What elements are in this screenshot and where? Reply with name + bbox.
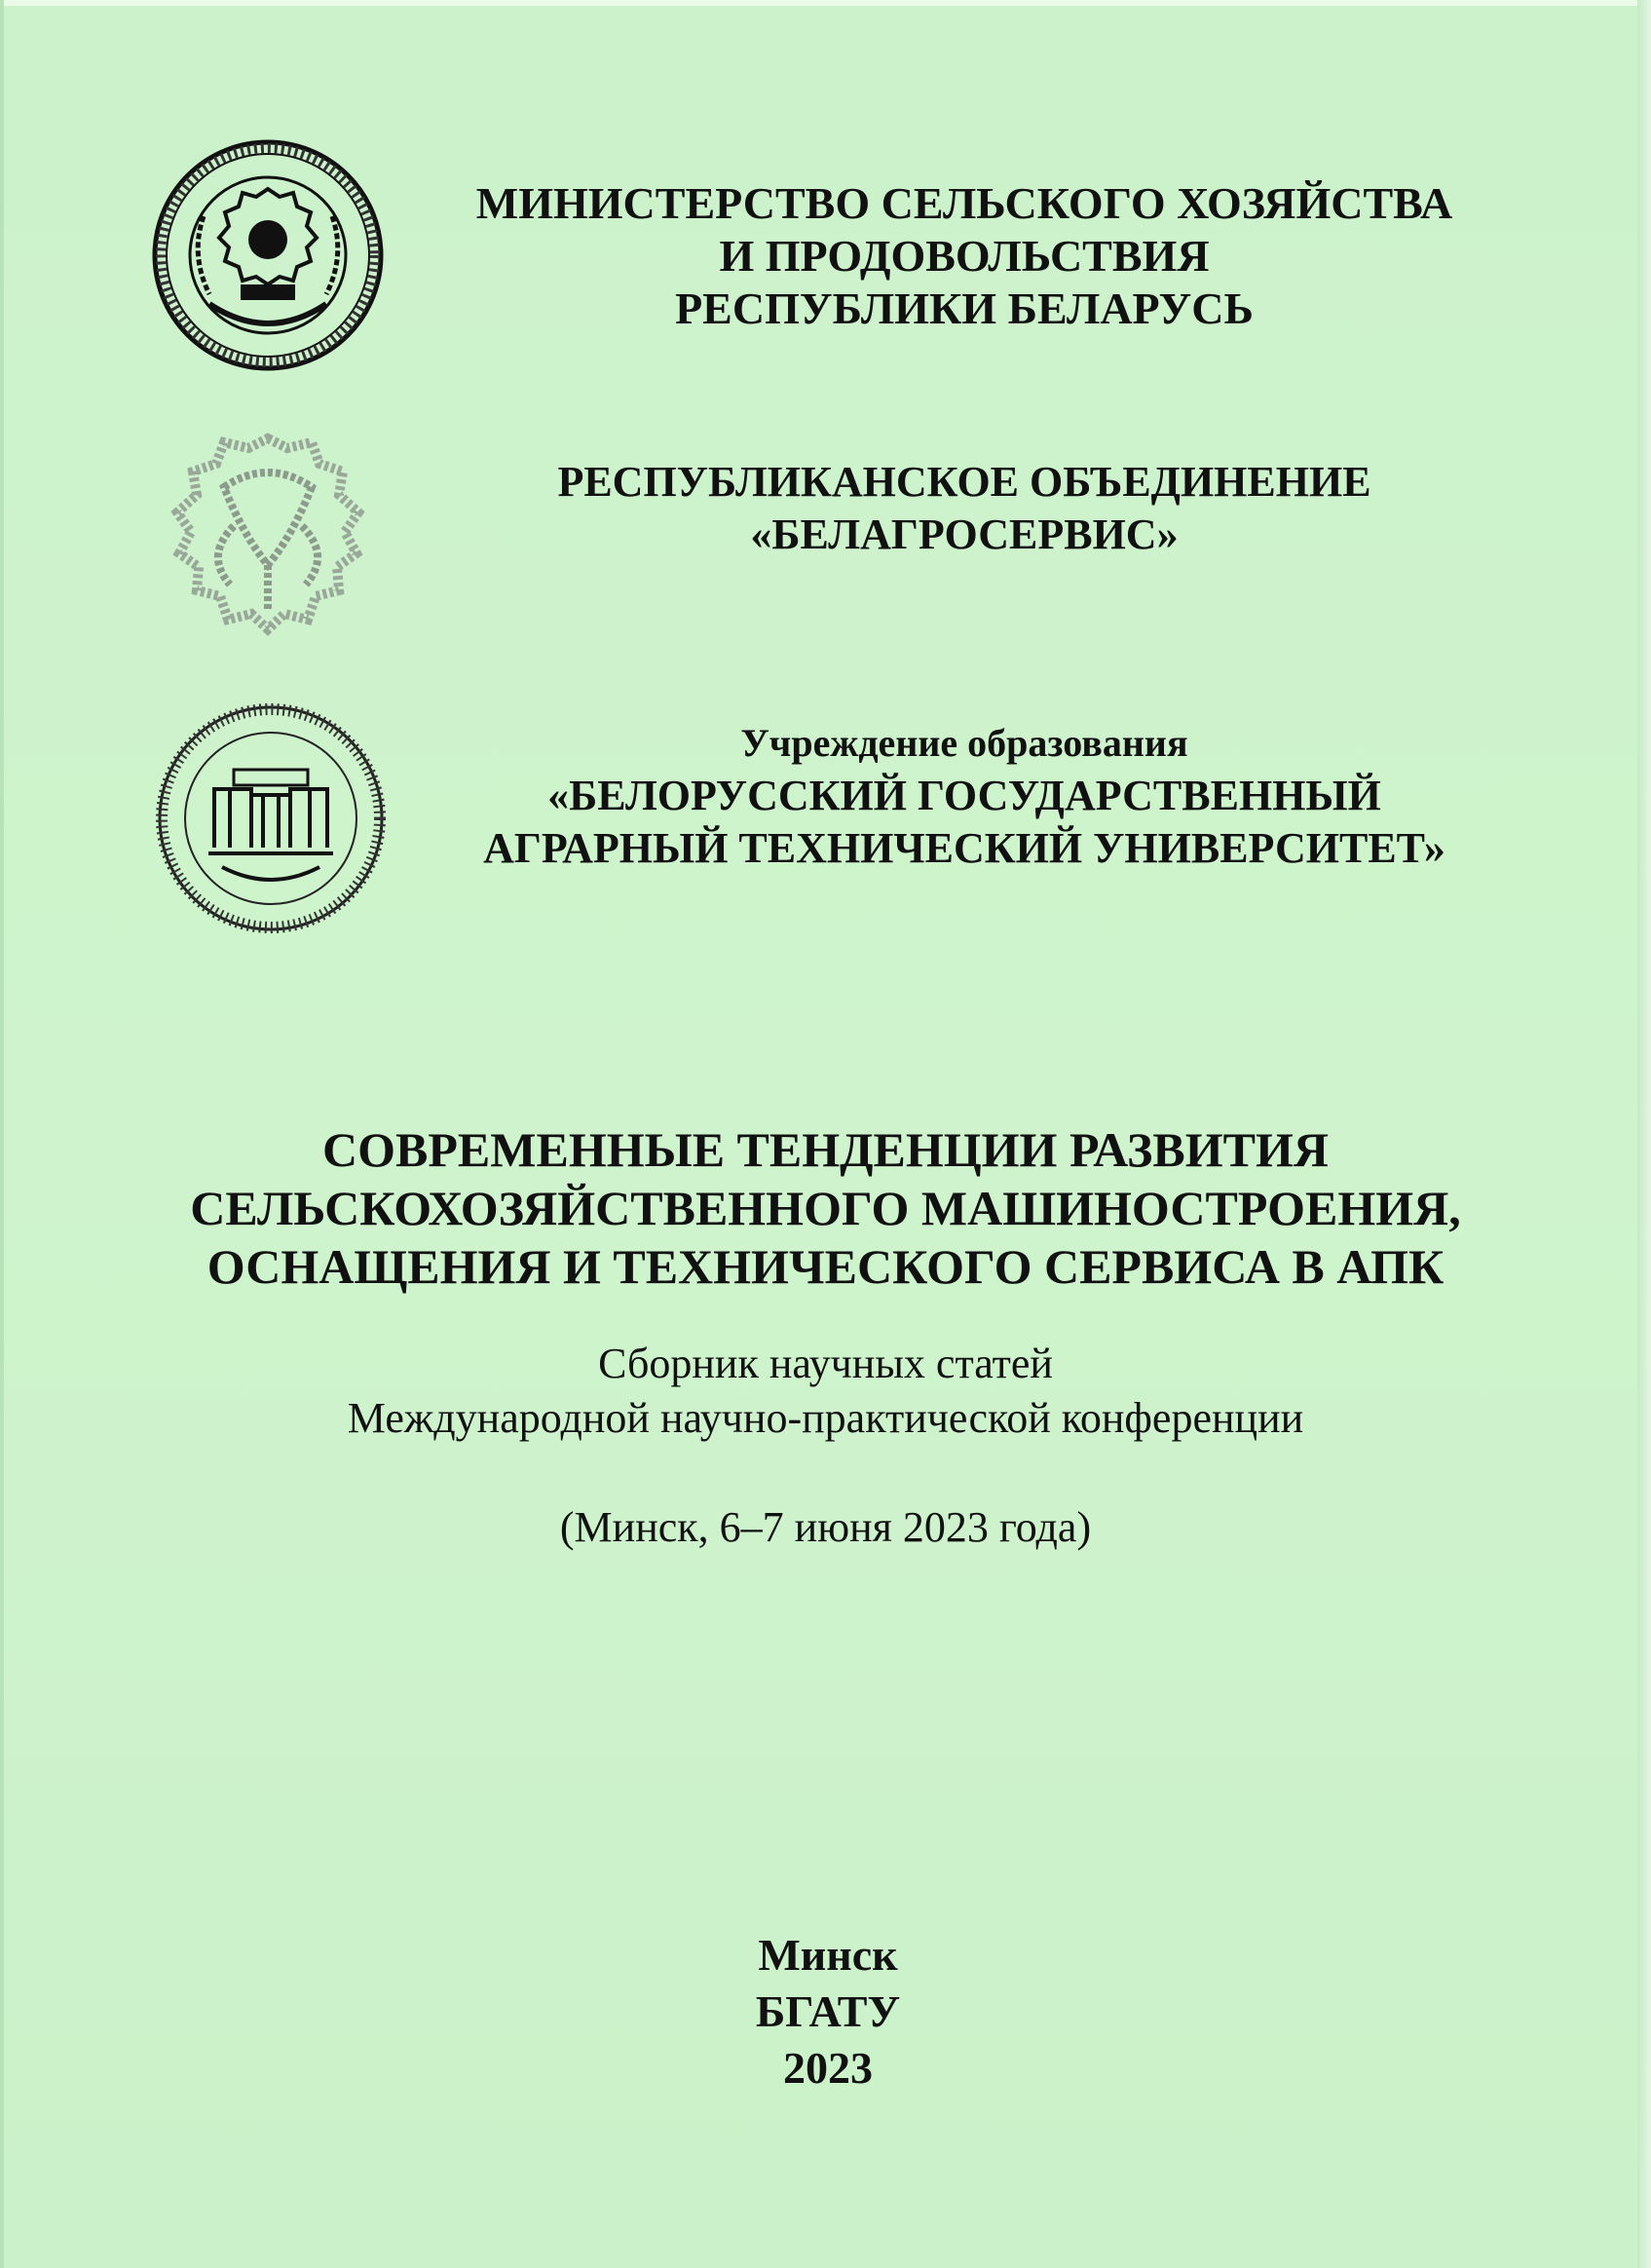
book-title-line-3: ОСНАЩЕНИЯ И ТЕХНИЧЕСКОГО СЕРВИСА В АПК bbox=[206, 1239, 1445, 1294]
book-subtitle-line-1: Сборник научных статей bbox=[598, 1340, 1053, 1387]
imprint-city: Минск bbox=[758, 1930, 898, 1980]
imprint-publisher: БГАТУ bbox=[755, 1986, 901, 2036]
ministry-name-line-3: РЕСПУБЛИКИ БЕЛАРУСЬ bbox=[675, 284, 1254, 333]
book-subtitle bbox=[117, 1337, 1534, 1446]
belagroservis-logo-icon bbox=[146, 419, 390, 653]
belagroservis-name bbox=[458, 456, 1471, 561]
book-subtitle-line-2: Международной научно-практической конференции bbox=[347, 1394, 1304, 1442]
university-name-line-3: АГРАРНЫЙ ТЕХНИЧЕСКИЙ УНИВЕРСИТЕТ» bbox=[483, 824, 1445, 872]
university-name-line-1: Учреждение образования bbox=[740, 721, 1188, 765]
ministry-name-line-2: И ПРОДОВОЛЬСТВИЯ bbox=[719, 231, 1210, 281]
bgatu-emblem-icon bbox=[154, 701, 388, 935]
book-title-line-2: СЕЛЬСКОХОЗЯЙСТВЕННОГО МАШИНОСТРОЕНИЯ, bbox=[190, 1181, 1461, 1235]
ministry-name bbox=[409, 177, 1520, 335]
imprint bbox=[604, 1927, 1052, 2097]
university-name bbox=[409, 717, 1520, 875]
book-title-line-1: СОВРЕМЕННЫЕ ТЕНДЕНЦИИ РАЗВИТИЯ bbox=[322, 1122, 1329, 1177]
imprint-year: 2023 bbox=[783, 2043, 873, 2093]
page-edge-left bbox=[0, 0, 4, 2268]
conference-dates-text: (Минск, 6–7 июня 2023 года) bbox=[559, 1503, 1092, 1551]
book-title bbox=[117, 1120, 1534, 1296]
conference-dates bbox=[117, 1500, 1534, 1555]
ministry-emblem-icon bbox=[151, 138, 385, 372]
page-edge-top bbox=[0, 0, 1651, 6]
belagroservis-name-line-2: «БЕЛАГРОСЕРВИС» bbox=[750, 510, 1179, 558]
university-name-line-2: «БЕЛОРУССКИЙ ГОСУДАРСТВЕННЫЙ bbox=[547, 772, 1381, 819]
belagroservis-name-line-1: РЕСПУБЛИКАНСКОЕ ОБЪЕДИНЕНИЕ bbox=[557, 458, 1371, 506]
ministry-name-line-1: МИНИСТЕРСТВО СЕЛЬСКОГО ХОЗЯЙСТВА bbox=[475, 178, 1453, 228]
page-edge-right bbox=[1637, 0, 1651, 2268]
